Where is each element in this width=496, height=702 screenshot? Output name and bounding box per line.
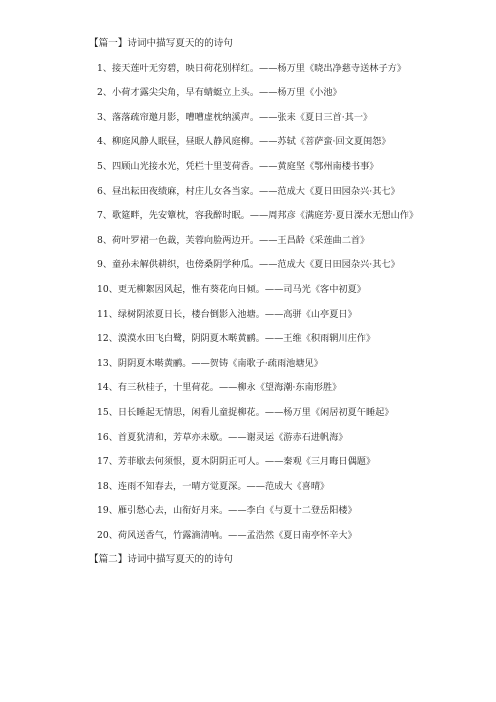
poem-line: 2、小荷才露尖尖角，早有蜻蜓立上头。——杨万里《小池》 — [97, 87, 342, 99]
poem-line: 13、阴阴夏木啭黄鹂。——贺铸《南歌子·疏雨池塘见》 — [97, 357, 323, 369]
poem-line: 14、有三秋桂子，十里荷花。——柳永《望海潮·东南形胜》 — [97, 382, 342, 394]
poem-line: 16、首夏犹清和，芳草亦未歇。——谢灵运《游赤石进帆海》 — [97, 431, 348, 443]
section-title-2: 【篇二】诗词中描写夏天的的诗句 — [89, 554, 233, 566]
poem-lines-list — [77, 62, 438, 542]
poem-line: 8、荷叶罗裙一色裁，芙蓉向脸两边开。——王昌龄《采莲曲二首》 — [97, 234, 370, 246]
poem-line: 18、连雨不知春去，一晴方觉夏深。——范成大《喜晴》 — [97, 480, 330, 492]
poem-line: 3、落落疏帘邀月影，嘈嘈虚枕纳溪声。——张耒《夏日三首·其一》 — [97, 111, 373, 123]
poem-line: 15、日长睡起无情思，闲看儿童捉柳花。——杨万里《闲居初夏午睡起》 — [97, 406, 394, 418]
poem-line: 4、柳庭风静人眠昼，昼眠人静风庭柳。——苏轼《菩萨蛮·回文夏闺怨》 — [97, 136, 391, 148]
poem-line: 17、芳菲歇去何须恨，夏木阴阴正可人。——秦观《三月晦日偶题》 — [97, 456, 376, 468]
poem-line: 5、四顾山光接水光，凭栏十里芰荷香。——黄庭坚《鄂州南楼书事》 — [97, 160, 379, 172]
poem-line: 19、雁引愁心去，山衔好月来。——李白《与夏十二登岳阳楼》 — [97, 505, 357, 517]
poem-line: 11、绿树阴浓夏日长，楼台倒影入池塘。——高骈《山亭夏日》 — [97, 308, 357, 320]
poem-line: 9、童孙未解供耕织，也傍桑阴学种瓜。——范成大《夏日田园杂兴·其七》 — [97, 259, 400, 271]
poem-line: 7、歌筵畔，先安簟枕，容我醉时眠。——周邦彦《满庭芳·夏日溧水无想山作》 — [97, 210, 419, 222]
poem-line: 1、接天莲叶无穷碧，映日荷花别样红。——杨万里《晓出净慈寺送林子方》 — [97, 62, 407, 74]
section-title-1: 【篇一】诗词中描写夏天的的诗句 — [89, 38, 233, 49]
poem-line: 6、昼出耘田夜绩麻，村庄儿女各当家。——范成大《夏日田园杂兴·其七》 — [97, 185, 400, 197]
poem-line: 10、更无柳絮因风起，惟有葵花向日倾。——司马光《客中初夏》 — [97, 283, 366, 295]
poem-line: 12、漠漠水田飞白鹭，阴阴夏木啭黄鹂。——王维《积雨辋川庄作》 — [97, 333, 376, 345]
poem-line: 20、荷风送香气，竹露滴清响。——孟浩然《夏日南亭怀辛大》 — [97, 529, 357, 541]
